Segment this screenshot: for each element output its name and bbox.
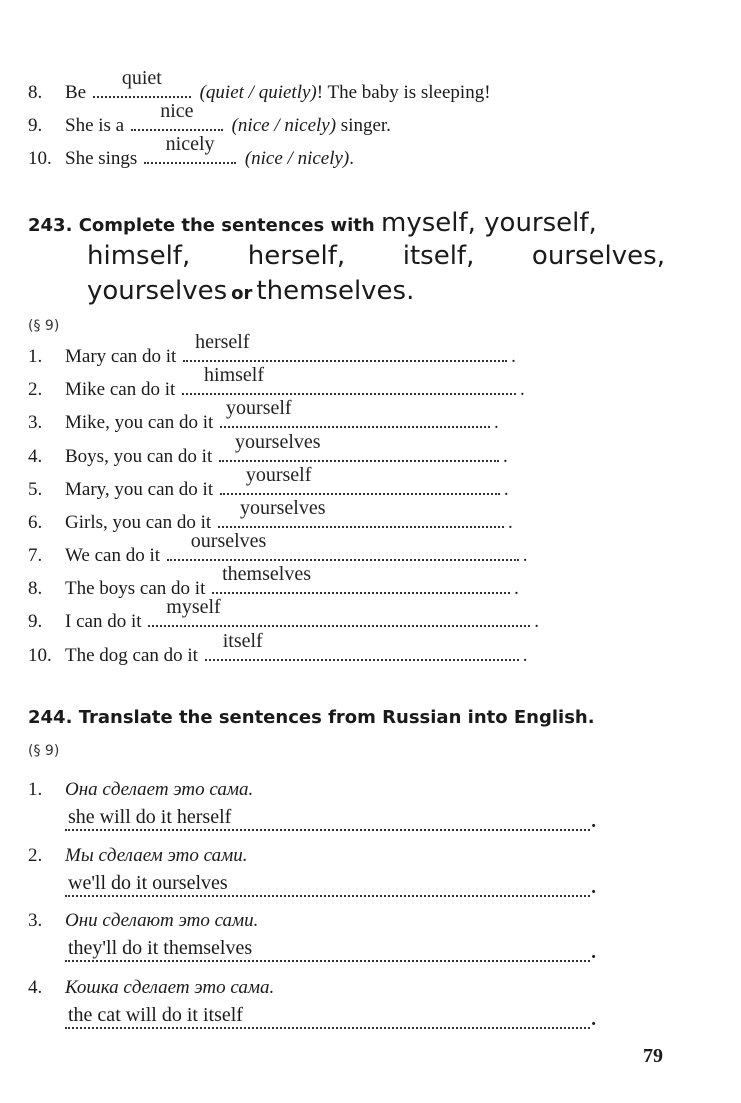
handwritten-answer: itself — [222, 630, 263, 652]
handwritten-answer: quiet — [121, 67, 162, 89]
workbook-page: 8. Be quiet (quiet / quietly)! The baby is sleeping! 9. She is a nice (nice / nicely) singer. 10. She sings nicely (nice / nicely). 243. Complete the sentences with myself, yourself, himself, herself, itself, ourselves, yourselves or themselves. (§ 9) 1. Mary can do it herself . 2. Mike can do it himself . 3. Mike, you can do it yourself . 4. Boys, you can do it yourselves . 5. Mary, you can do it yourself . 6. Girls, you can do it yourselves . 7. We can do it ourselves . 8. The boys can do it themselves . 9. I can do it myself . 10. The dog can do it itself . 244. Translate the sentences from Russian into English. (§ 9) 1. Она сделает это сама. she will do it herself . 2. Мы сделаем это сами. we'll do it ourselves . 3. Они сделают это сами. they'll do it themselves . 4. Кошка сделает это сама. the cat will do it itself . 79 — [0, 0, 741, 1103]
ex244-item: 1. Она сделает это сама. she will do it herself . — [28, 779, 596, 832]
handwritten-answer: themselves — [222, 563, 311, 585]
ex243-word-list-end: yourselves or themselves. — [87, 276, 415, 306]
answer-line: she will do it herself . — [65, 803, 590, 831]
answer-blank — [93, 67, 191, 98]
answer-blank — [131, 100, 223, 131]
handwritten-answer: nicely — [165, 133, 215, 155]
answer-line: they'll do it themselves . — [65, 934, 590, 962]
ex243-item: 2. Mike can do it himself . — [28, 364, 525, 400]
ex243-item: 7. We can do it ourselves . — [28, 530, 528, 566]
handwritten-answer: yourselves — [239, 497, 326, 519]
ex243-item: 1. Mary can do it herself . — [28, 331, 516, 367]
ex243-item: 8. The boys can do it themselves . — [28, 563, 519, 599]
handwritten-answer: they'll do it themselves — [68, 937, 253, 959]
ex244-heading: 244. Translate the sentences from Russian into English. — [28, 707, 595, 728]
answer-line: we'll do it ourselves . — [65, 869, 590, 897]
handwritten-answer: ourselves — [190, 530, 267, 552]
handwritten-answer: we'll do it ourselves — [68, 872, 228, 894]
ex244-item: 4. Кошка сделает это сама. the cat will do it itself . — [28, 977, 596, 1030]
handwritten-answer: yourselves — [235, 431, 321, 453]
handwritten-answer: yourself — [245, 464, 312, 486]
handwritten-answer: the cat will do it itself — [68, 1004, 243, 1026]
ex243-item: 4. Boys, you can do it yourselves . — [28, 431, 508, 467]
answer-line: the cat will do it itself . — [65, 1001, 590, 1029]
handwritten-answer: nice — [160, 100, 194, 122]
handwritten-answer: himself — [204, 364, 265, 386]
ex243-item: 3. Mike, you can do it yourself . — [28, 397, 499, 433]
ex244-section-ref: (§ 9) — [28, 743, 60, 759]
ex242-item-10: 10. She sings nicely (nice / nicely). — [28, 133, 355, 169]
ex243-word-list: himself, herself, itself, ourselves, — [87, 241, 665, 271]
answer-blank — [220, 397, 490, 428]
ex243-section-ref: (§ 9) — [28, 318, 60, 334]
ex243-item: 6. Girls, you can do it yourselves . — [28, 497, 513, 533]
handwritten-answer: herself — [195, 331, 250, 353]
answer-blank — [144, 133, 236, 164]
ex244-item: 2. Мы сделаем это сами. we'll do it ourselves . — [28, 845, 596, 898]
ex243-item: 10. The dog can do it itself . — [28, 630, 528, 666]
ex244-item: 3. Они сделают это сами. they'll do it themselves . — [28, 910, 596, 963]
handwritten-answer: yourself — [226, 397, 292, 419]
handwritten-answer: she will do it herself — [68, 806, 232, 828]
ex242-item-9: 9. She is a nice (nice / nicely) singer. — [28, 100, 391, 136]
page-number: 79 — [643, 1045, 663, 1067]
ex243-item: 5. Mary, you can do it yourself . — [28, 464, 509, 500]
handwritten-answer: myself — [166, 596, 221, 618]
ex243-item: 9. I can do it myself . — [28, 596, 540, 632]
ex242-item-8: 8. Be quiet (quiet / quietly)! The baby is sleeping! — [28, 67, 491, 103]
